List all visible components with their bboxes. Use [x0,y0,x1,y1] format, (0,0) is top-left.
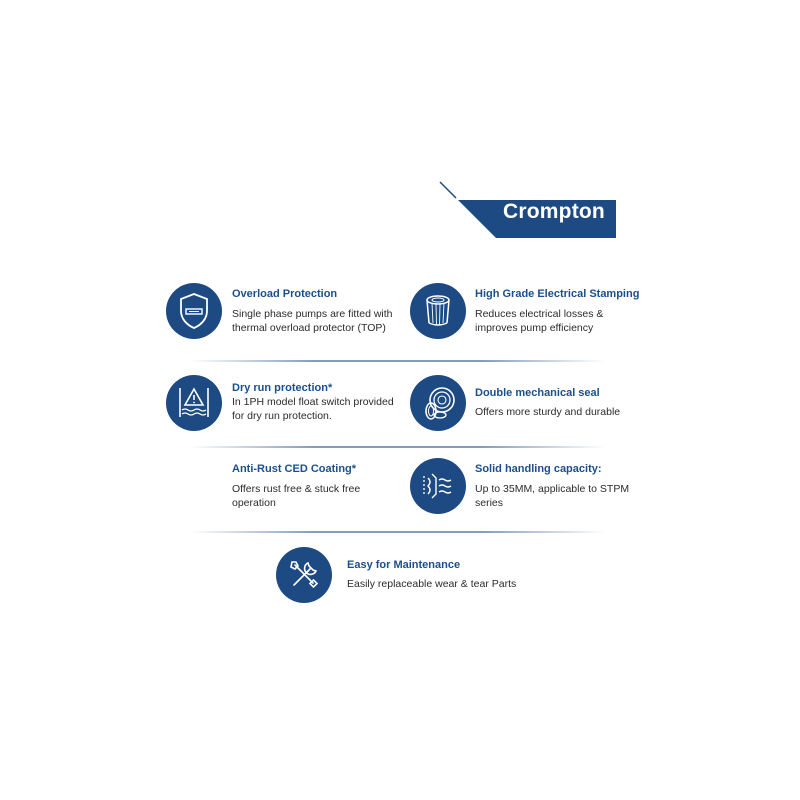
tools-icon [276,547,332,603]
feature-title: Overload Protection [232,288,338,300]
divider [190,446,605,448]
feature-desc-line: Offers more sturdy and durable [475,406,621,418]
seal-rings-icon [410,375,466,431]
crompton-logo [438,180,618,240]
feature-desc-line: Reduces electrical losses & [475,308,604,320]
feature-title: High Grade Electrical Stamping [475,288,640,300]
stator-icon [410,283,466,339]
feature-title: Solid handling capacity: [475,463,602,475]
feature-desc-line: Single phase pumps are fitted with [232,308,393,320]
shield-icon [166,283,222,339]
feature-desc-line: operation [232,497,276,509]
feature-title: Anti-Rust CED Coating* [232,463,357,475]
feature-title: Double mechanical seal [475,387,600,399]
feature-title: Easy for Maintenance [347,559,461,571]
logo-text: Crompton [503,200,605,223]
divider [190,360,605,362]
feature-desc-line: improves pump efficiency [475,322,594,334]
feature-desc-line: In 1PH model float switch provided [232,396,394,408]
feature-desc-line: series [475,497,504,509]
feature-desc-line: for dry run protection. [232,410,332,422]
solid-handling-icon [410,458,466,514]
feature-desc-line: Up to 35MM, applicable to STPM [475,483,630,495]
warning-water-icon [166,375,222,431]
feature-desc-line: thermal overload protector (TOP) [232,322,386,334]
feature-desc-line: Easily replaceable wear & tear Parts [347,578,517,590]
divider [190,531,605,533]
feature-title: Dry run protection* [232,382,333,394]
feature-desc-line: Offers rust free & stuck free [232,483,361,495]
